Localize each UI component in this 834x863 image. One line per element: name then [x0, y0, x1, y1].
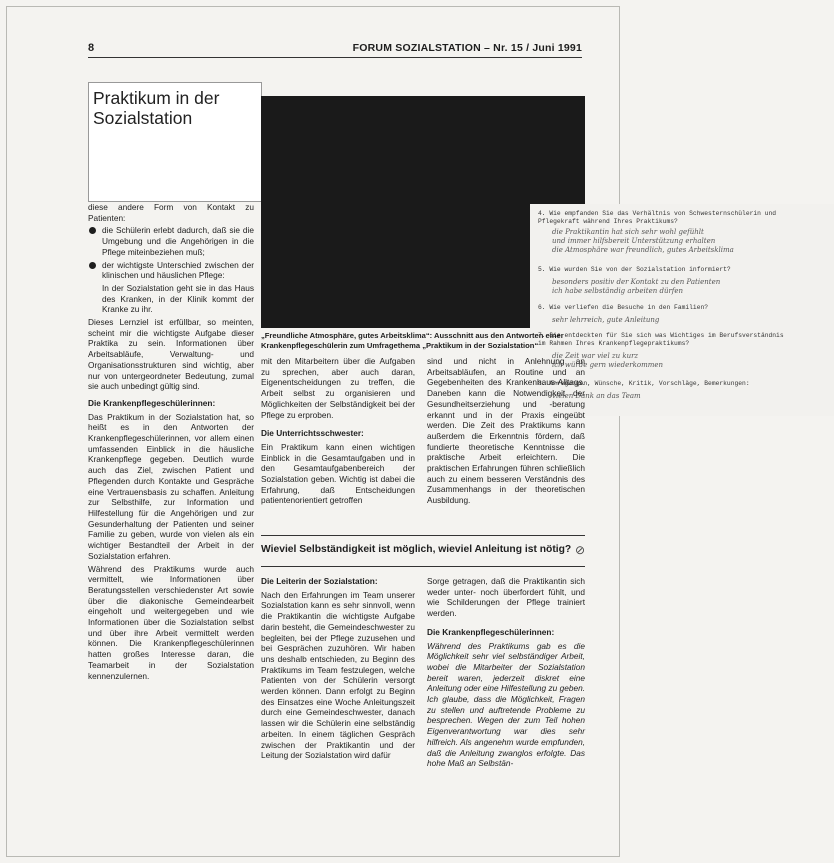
- section-heading: Die Unterrichtsschwester:: [261, 428, 364, 439]
- handwritten-answer: sehr lehrreich, gute Anleitung: [552, 316, 660, 324]
- paragraph: sind und nicht in Anlehnung an Arbeitsabläufen, an Routine und an Gegebenheiten des Krankenhaus-Alltags. Daneben kann die Notwendigkeit der Gesundheitserziehung und -beratung erkannt und in der Praxis eingeübt werden. Die Zeit des Praktikums kann außerdem die Erkenntnis fördern, daß fundierte theoretische Kenntnisse die praktische Arbeit erleichtern. Die praktischen Erfahrungen führen schließlich auch zu einem besseren Verständnis des Zusammenhangs in der theoretischen Ausbildung.: [427, 356, 585, 506]
- intro-text: diese andere Form von Kontakt zu Patienten:: [88, 202, 254, 223]
- section-banner: [261, 535, 585, 567]
- title-box: [88, 82, 262, 202]
- column-bottom-left: [261, 576, 415, 763]
- paragraph: mit den Mitarbeitern über die Aufgaben zu sprechen, aber auch daran, Eigenentscheidungen zu treffen, die Arbeit selbst zu organisieren und Möglichkeiten der Selbständigkeit bei der Pflege zu erproben.: [261, 356, 415, 420]
- decoration-icon: ⊘: [574, 543, 585, 557]
- quote-text: In der Sozialstation geht sie in das Haus des Kranken, in der Klinik kommt der Kranke zu ihr.: [102, 282, 254, 315]
- column-right-top: [427, 356, 585, 508]
- paragraph: Während des Praktikums wurde auch vermittelt, wie Informationen über Beratungsstellen verschiedenster Art sowie über die diakonische Gemeindearbeit eingeholt und weitergegeben und wie Informationen über die Sozialstation selbst und über ihre Arbeit vermittelt werden können. Die Krankenpflegeschülerinnen hatten großes Interesse daran, die Teamarbeit in der Sozialstation kennenzulernen.: [88, 563, 254, 681]
- questionnaire-line: 5. Wie wurden Sie von der Sozialstation informiert?: [538, 266, 731, 273]
- paragraph: Während des Praktikums gab es die Möglichkeit sehr viel selbständiger Arbeit, wobei die Mitarbeiter der Sozialstation bereit waren, jederzeit diskret eine Anleitung oder eine Hilfestellung zu geben. Ich glaube, dass die Möglichkeit, Fragen zu stellen und auftretende Probleme zu besprechen. Wegen der zum Teil hohen Eigenverantwortung war dies sehr hilfreich. Als angenehm wurde empfunden, daß die Anleitung zwanglos erfolgte. Das hohe Maß an Selbstän-: [427, 640, 585, 769]
- handwritten-answer: die Zeit war viel zu kurz: [552, 352, 639, 360]
- handwritten-answer: besonders positiv der Kontakt zu den Patienten: [552, 278, 721, 286]
- page-number: 8: [88, 42, 95, 54]
- handwritten-answer: ich würde gern wiederkommen: [552, 361, 664, 369]
- article-title: Praktikum in der Sozialstation: [93, 88, 220, 128]
- paragraph: Sorge getragen, daß die Praktikantin sich weder unter- noch überfordert fühlt, und wie Schilderungen der Pflege trainiert werden.: [427, 576, 585, 619]
- handwritten-answer: die Atmosphäre war freundlich, gutes Arbeitsklima: [552, 246, 734, 254]
- column-middle: [261, 356, 415, 508]
- photo-caption: „Freundliche Atmosphäre, gutes Arbeitsklima“: Ausschnitt aus den Antworten einer Krankenpflegeschülerin zum Umfragethema „Praktikum in der Sozialstation“: [261, 331, 564, 350]
- section-heading: Die Leiterin der Sozialstation:: [261, 576, 378, 586]
- column-left: [88, 202, 254, 683]
- section-heading: Die Krankenpflegeschülerinnen:: [427, 626, 555, 637]
- paragraph: Das Praktikum in der Sozialstation hat, so heißt es in den Antworten der Krankenpflegeschülerinnen, vor allem einen umfassenden Einblick in die häusliche Krankenpflege gegeben. Deutlich wurde auch das Ziel, zwischen Patient und Pflegenden durch Kontakte und Gespräche eine Vertrauensbasis zu schaffen. Anleitung zur Selbsthilfe, zur Information und Hilfestellung für die Angehörigen und zur Gesunderhaltung der Patienten und seiner Familie zu geben, wurde von vielen als ein wichtiger Bestandteil der Arbeit in der Sozialstation erfahren.: [88, 411, 254, 561]
- section-heading: Die Krankenpflegeschülerinnen:: [88, 397, 216, 408]
- header-rule: [88, 57, 582, 58]
- paragraph: Nach den Erfahrungen im Team unserer Sozialstation kann es sehr sinnvoll, wenn die Praktikantin die wichtigste Aufgabe darin besteht, die Gemeindeschwester zu begleiten, bei der Pflege zuzusehen und bei Gesprächen zuzuhören. Wir haben uns deshalb entschieden, zu Beginn des Praktikums im Team festzulegen, welche Patienten von der Schülerin versorgt werden können. Dann erfolgt zu Beginn des Einsatzes eine Woche Anleitungszeit durch eine Gemeindeschwester, danach lassen wir die Schülerin eine selbständig arbeiten. In einem täglichen Gespräch zwischen der Praktikantin und der Leitung der Sozialstation wird dafür: [261, 589, 415, 761]
- column-bottom-right: [427, 576, 585, 771]
- paragraph: Ein Praktikum kann einen wichtigen Einblick in die Gesamtaufgaben und in den Gesamtaufgabenbereich der Sozialstation geben. Wichtig ist dabei die Erfahrung, daß Entscheidungen patientenorientiert getroffen: [261, 441, 415, 506]
- bullet-item: die Schülerin erlebt dadurch, daß sie die Umgebung und die Angehörigen in die Pflege miteinbeziehen muß;: [88, 225, 254, 257]
- handwritten-answer: ich habe selbständig arbeiten dürfen: [552, 287, 684, 295]
- bullet-item: der wichtigste Unterschied zwischen der klinischen und häuslichen Pflege:: [88, 260, 254, 281]
- publication-header: FORUM SOZIALSTATION – Nr. 15 / Juni 1991: [352, 42, 582, 54]
- handwritten-answer: die Praktikantin hat sich sehr wohl gefühlt: [552, 228, 704, 236]
- questionnaire-line: 4. Wie empfanden Sie das Verhältnis von Schwesternschülerin und: [538, 210, 777, 217]
- questionnaire-line: 8. Anregungen, Wünsche, Kritik, Vorschläge, Bemerkungen:: [538, 380, 750, 387]
- banner-heading: Wieviel Selbständigkeit ist möglich, wieviel Anleitung ist nötig?: [261, 544, 572, 555]
- paragraph: Dieses Lernziel ist erfüllbar, so meinten, scheint mir die wichtigste Aufgabe dieser Praktika zu sein. Informationen über Arbeitsabläufe, Verwaltung- und Organisationsstrukturen sind wichtig, aber nur von untergeordneter Bedeutung, zumal sie auch unbedingt gültig sind.: [88, 317, 254, 392]
- questionnaire-line: Pflegekraft während Ihres Praktikums?: [538, 218, 678, 225]
- questionnaire-line: im Rahmen Ihres Krankenpflegepraktikums?: [538, 340, 690, 347]
- questionnaire-line: 7. Sie entdeckten für Sie sich was Wichtiges im Berufsverständnis: [538, 332, 784, 339]
- handwritten-answer: vielen Dank an das Team: [552, 392, 641, 400]
- questionnaire-line: 6. Wie verliefen die Besuche in den Familien?: [538, 304, 709, 311]
- handwritten-answer: und immer hilfsbereit Unterstützung erhalten: [552, 237, 716, 245]
